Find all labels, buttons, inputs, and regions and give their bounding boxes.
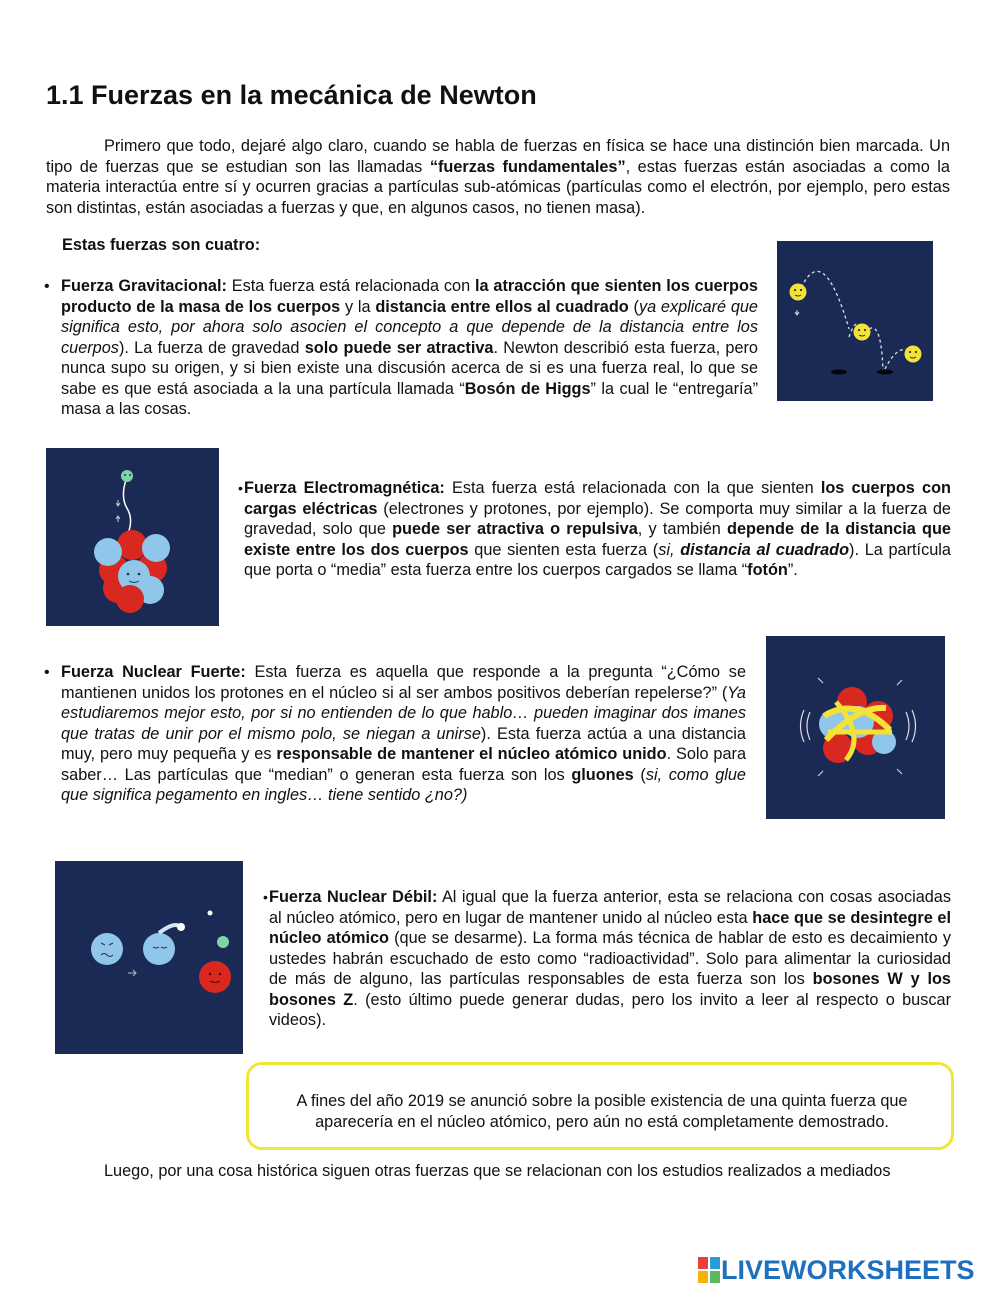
intro-paragraph: Primero que todo, dejaré algo claro, cuando se habla de fuerzas en física se hace una distinción bien marcada. Un tipo de fuerzas que se estudian son las llamadas “fuerzas fundamentales”, estas fuerzas están asociadas a como la materia interactúa entre sí y ocurren gracias a partículas sub-atómicas (partículas como el electrón, por ejemplo, pero estas son distintas, están asociadas a fuerzas y que, en algunos casos, no tienen masa).: [46, 137, 950, 217]
gravitational-paragraph: Fuerza Gravitacional: Esta fuerza está relacionada con la atracción que sienten los cuerpos producto de la masa de los cuerpos y la distancia entre ellos al cuadrado (ya explicaré que significa esto, por ahora solo asocien el concepto a que depende de la distancia entre los cuerpos). La fuerza de gravedad solo puede ser atractiva. Newton describió esta fuerza, pero nunca supo su origen, y si bien existe una discusión acerca de si es una fuerza real, lo que se sabe es que está asociada a la una partícula llamada “Bosón de Higgs” la cual le “entregaría” masa a las cosas.: [61, 277, 758, 418]
strong-force-illustration: [766, 636, 945, 819]
gravity-illustration: [777, 241, 933, 401]
liveworksheets-badge-icon: [697, 1256, 721, 1284]
fifth-force-note-text: A fines del año 2019 se anunció sobre la posible existencia de una quinta fuerza que aparecería en el núcleo atómico, pero aún no está completamente demostrado.: [296, 1092, 908, 1131]
liveworksheets-logo-text: LIVEWORKSHEETS: [721, 1254, 975, 1285]
strong-paragraph: Fuerza Nuclear Fuerte: Esta fuerza es aquella que responde a la pregunta “¿Cómo se mantienen unidos los protones en el núcleo si al ser ambos positivos deberían repelerse?” (Ya estudiaremos mejor esto, por si no entienden de lo que hablo… pueden imaginar dos imanes que tratas de unir por el mismo polo, se niegan a unirse). Esta fuerza actúa a una distancia muy, pero muy pequeña y es responsable de mantener el núcleo atómico unido. Solo para saber… Las partículas que “median” o generan esta fuerza son los gluones (si, como glue que significa pegamento en ingles… tiene sentido ¿no?): [61, 663, 746, 804]
closing-paragraph: Luego, por una cosa histórica siguen otras fuerzas que se relacionan con los estudios realizados a mediados: [104, 1162, 891, 1180]
fifth-force-note: [246, 1062, 954, 1150]
electromagnetic-paragraph: Fuerza Electromagnética: Esta fuerza está relacionada con la que sienten los cuerpos con cargas eléctricas (electrones y protones, por ejemplo). Se comporta muy similar a la fuerza de gravedad, solo que puede ser atractiva o repulsiva, y también depende de la distancia que existe entre los dos cuerpos que sienten esta fuerza (si, distancia al cuadrado). La partícula que porta o “media” esta fuerza entre los cuerpos cargados se llama “fotón”.: [244, 479, 951, 579]
bullet-electromagnetic: •: [238, 480, 243, 496]
bullet-gravitational: •: [44, 278, 50, 295]
electromagnetic-illustration: [46, 448, 219, 626]
weak-paragraph: Fuerza Nuclear Débil: Al igual que la fuerza anterior, esta se relaciona con cosas asociadas al núcleo atómico, pero en lugar de mantener unido al núcleo esta hace que se desintegre el núcleo atómico (que se desarme). La forma más técnica de hablar de esto es decaimiento y ustedes habrán escuchado de esto como “radioactividad”. Solo para alimentar la curiosidad de más de alguno, las partículas responsables de esta fuerza son los bosones W y los bosones Z. (esto último puede generar dudas, pero los invito a leer al respecto o buscar videos).: [269, 888, 952, 1029]
weak-force-illustration: [55, 861, 243, 1054]
bullet-weak: •: [263, 889, 268, 905]
bullet-strong: •: [44, 664, 50, 681]
subheading: Estas fuerzas son cuatro:: [62, 236, 261, 254]
liveworksheets-logo: [697, 1254, 975, 1286]
page-title: 1.1 Fuerzas en la mecánica de Newton: [46, 80, 537, 110]
